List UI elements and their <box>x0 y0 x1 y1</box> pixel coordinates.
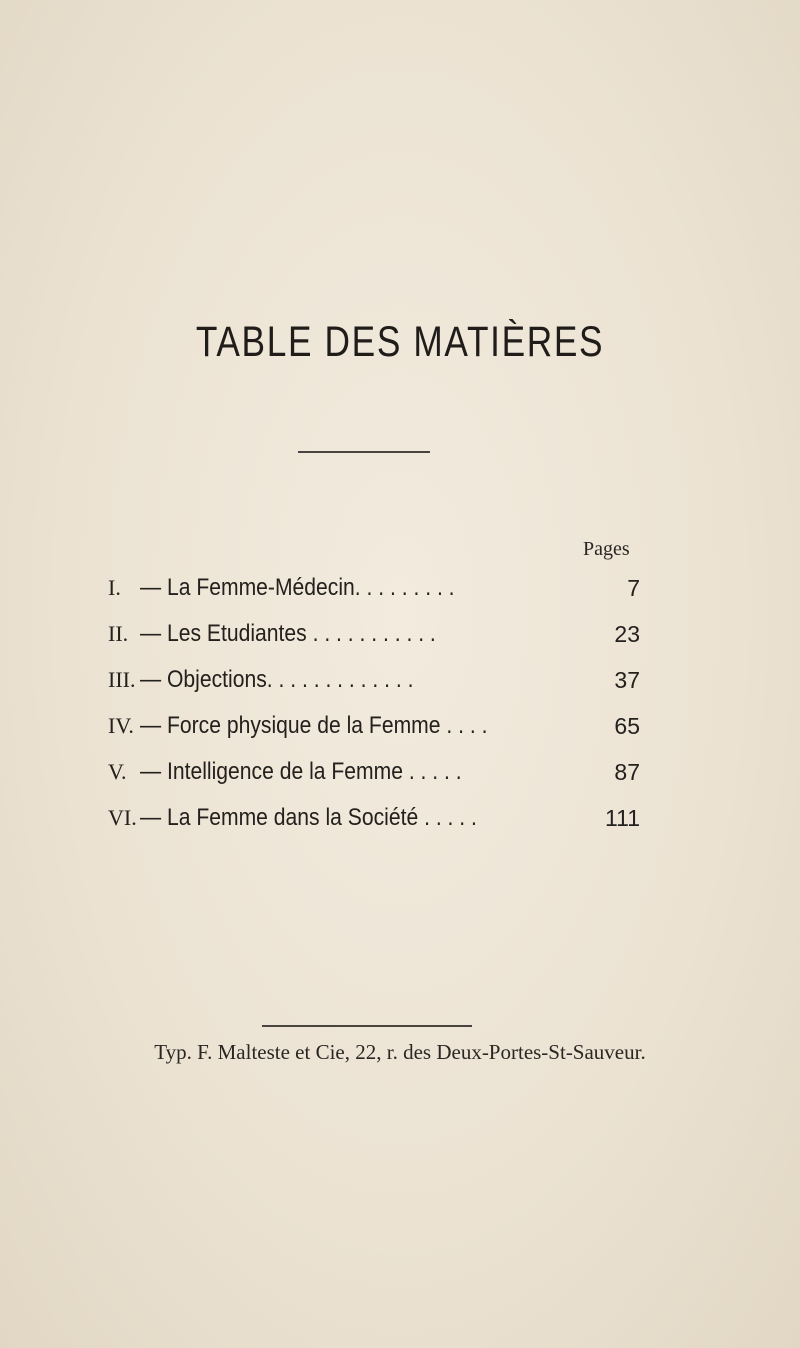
chapter-title: — La Femme dans la Société . . . . . <box>140 804 477 831</box>
toc-entry <box>108 749 656 795</box>
chapter-number: I. <box>108 575 121 600</box>
printer-imprint: Typ. F. Malteste et Cie, 22, r. des Deux-Portes-St-Sauveur. <box>154 1040 646 1064</box>
chapter-number: VI. <box>108 805 137 830</box>
chapter-page: 87 <box>614 759 640 785</box>
chapter-number: IV. <box>108 713 134 738</box>
chapter-page: 7 <box>627 575 640 601</box>
toc-entry <box>108 657 656 703</box>
toc-entry <box>108 611 656 657</box>
chapter-page: 23 <box>614 621 640 647</box>
imprint-divider <box>262 1025 472 1027</box>
chapter-number: III. <box>108 667 136 692</box>
chapter-title: — Intelligence de la Femme . . . . . <box>140 758 462 785</box>
toc-entry <box>108 703 656 749</box>
table-of-contents <box>108 565 656 841</box>
chapter-page: 37 <box>614 667 640 693</box>
toc-entry <box>108 795 656 841</box>
title-divider <box>298 451 430 453</box>
chapter-title: — Objections. . . . . . . . . . . . . <box>140 666 414 693</box>
toc-entry <box>108 565 656 611</box>
chapter-number: V. <box>108 759 127 784</box>
chapter-number: II. <box>108 621 129 646</box>
chapter-page: 111 <box>605 805 640 831</box>
page-title: TABLE DES MATIÈRES <box>195 318 605 366</box>
chapter-title: — Force physique de la Femme . . . . <box>140 712 488 739</box>
chapter-title: — Les Etudiantes . . . . . . . . . . . <box>140 620 436 647</box>
pages-column-header: Pages <box>583 538 630 560</box>
chapter-page: 65 <box>614 713 640 739</box>
chapter-title: — La Femme-Médecin. . . . . . . . . <box>140 574 455 601</box>
